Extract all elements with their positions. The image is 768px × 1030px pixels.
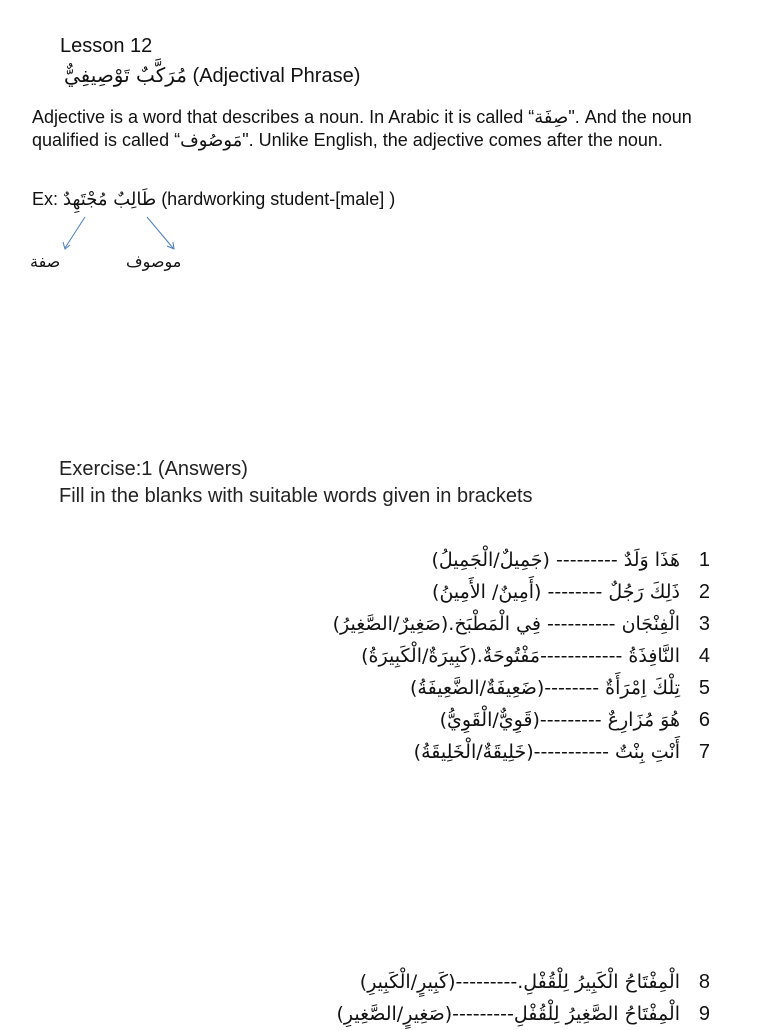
intro-word-sifa: صِفَة [534, 107, 569, 128]
label-sifa: صفة [30, 252, 61, 271]
exercise-item-number: 8 [698, 971, 710, 993]
exercise-item [333, 544, 710, 576]
arrow-to-sifa [65, 217, 85, 248]
exercise-item [333, 672, 710, 704]
example-arrows [55, 214, 195, 254]
intro-text-1: Adjective is a word that describes a noun. In Arabic it is called “ [32, 107, 535, 127]
lesson-title: Lesson 12 [60, 35, 153, 57]
exercise-item [333, 736, 710, 768]
exercise-list [333, 544, 710, 768]
subtitle-english: (Adjectival Phrase) [192, 65, 361, 87]
exercise-item-number: 3 [698, 613, 710, 635]
exercise-item-text: هُوَ مُزَارِعٌ ---------(قَوِيٌّ/الْقَوِيُّ) [439, 709, 680, 731]
exercise-item-text: الْمِفْتَاحُ الْكَبِيرُ لِلْقُفْلِ.---------(كَبِيرٍ/الْكَبِيرِ) [359, 971, 680, 993]
intro-word-mawsuf: مَوصُوف [180, 130, 243, 151]
lesson-subtitle [64, 62, 360, 89]
exercise-instruction: Fill in the blanks with suitable words given in brackets [59, 485, 533, 507]
example-line [32, 186, 395, 213]
arrow-to-mawsuf [147, 217, 173, 248]
exercise-item-text: الْمِفْتَاحُ الصَّغِيرُ لِلْقُفْلِ---------(صَغِيرٍ/الصَّغِيرِ) [336, 1003, 680, 1025]
exercise-item-text: النَّافِذَةُ ------------مَفْتُوحَةٌ.(كَبِيرَةٌ/الْكَبِيرَةُ) [361, 645, 680, 667]
subtitle-arabic: مُرَكَّبٌ تَوْصِيفِيٌّ [64, 63, 187, 87]
example-prefix: Ex: [32, 189, 59, 209]
exercise-item-text: ذَلِكَ رَجُلٌ -------- (أَمِينٌ/ الأَمِينُ) [432, 581, 680, 603]
exercise-item-number: 6 [698, 709, 710, 731]
exercise-item-text: تِلْكَ اِمْرَأَةٌ --------(ضَعِيفَةٌ/الضَّعِيفَةُ) [410, 677, 680, 699]
example-translation: (hardworking student-[male] ) [161, 189, 396, 209]
exercise-item-text: أَنْتِ بِنْتٌ -----------(خَلِيقَةٌ/الْخَلِيقَةُ) [413, 741, 680, 763]
label-mawsuf: موصوف [126, 252, 182, 271]
exercise-item [333, 608, 710, 640]
exercise-item [333, 640, 710, 672]
exercise-item [336, 966, 710, 998]
example-arabic: طَالِبٌ مُجْتَهِدٌ [63, 189, 157, 210]
intro-text-2: ". And the noun qualified is called “ [32, 107, 692, 150]
exercise-item [333, 576, 710, 608]
intro-paragraph [32, 106, 722, 152]
exercise-list-continued [336, 966, 710, 1030]
exercise-item [336, 998, 710, 1030]
exercise-item-number: 4 [698, 645, 710, 667]
exercise-item-number: 2 [698, 581, 710, 603]
exercise-title: Exercise:1 (Answers) [59, 458, 248, 480]
exercise-item-text: الْفِنْجَان ---------- فِي الْمَطْبَخ.(صَغِيرٌ/الصَّغِيرُ) [332, 613, 680, 635]
exercise-item-number: 1 [698, 549, 710, 571]
exercise-item-text: هَذَا وَلَدٌ --------- (جَمِيلٌ/الْجَمِيلُ) [431, 549, 680, 571]
exercise-item-number: 9 [698, 1003, 710, 1025]
exercise-item-number: 5 [698, 677, 710, 699]
exercise-item [333, 704, 710, 736]
exercise-item-number: 7 [698, 741, 710, 763]
intro-text-3: ". Unlike English, the adjective comes after the noun. [242, 130, 663, 150]
